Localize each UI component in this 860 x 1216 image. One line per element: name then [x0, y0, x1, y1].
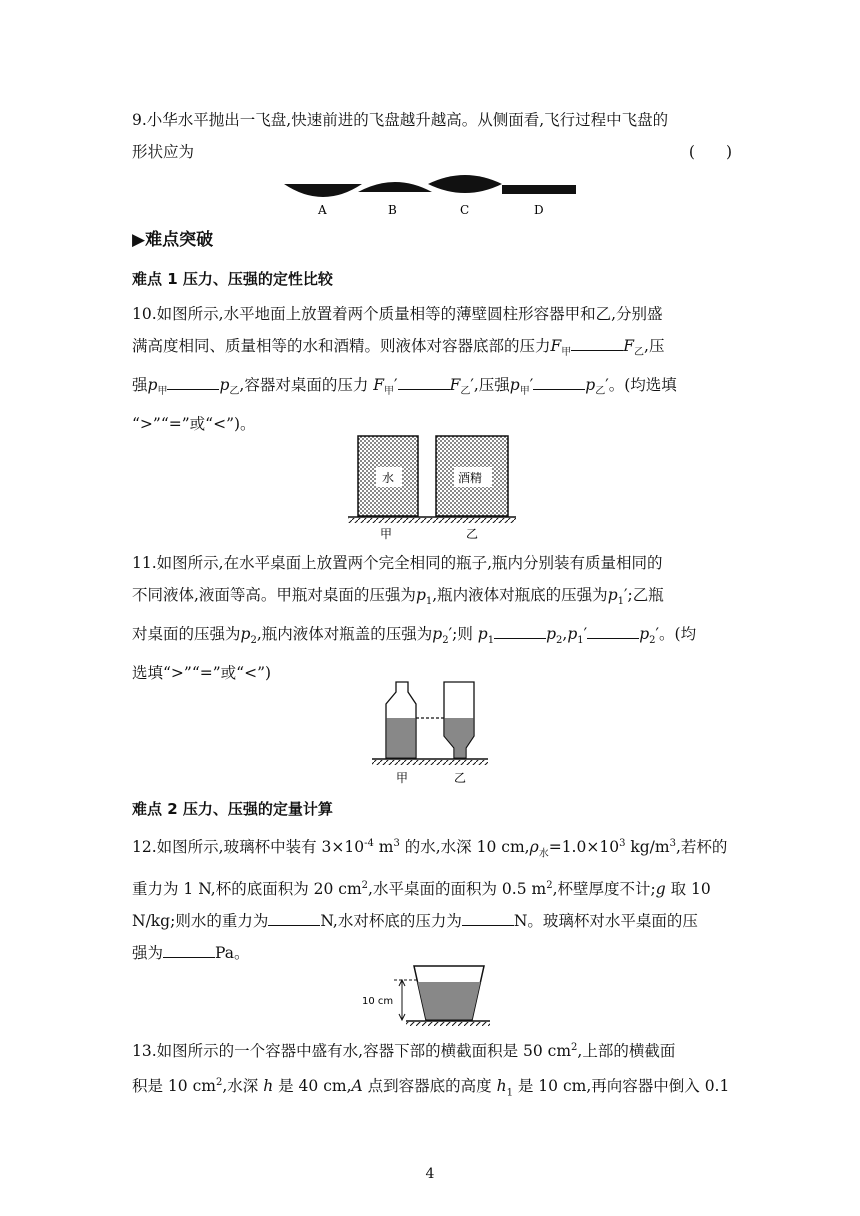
label-b: B — [388, 203, 397, 217]
label-a: A — [318, 203, 327, 217]
page-number: 4 — [425, 1166, 435, 1182]
bottles-figure — [368, 678, 492, 796]
question-13: 13.如图所示的一个容器中盛有水,容器下部的横截面积是 50 $cm^2$,上部的横截面 积是 10 $cm^2$,水深 h 是 40 cm,A 点到容器底的高度 $h_1$ 是 10 cm,再向容器中倒入 0.1 — [132, 1042, 730, 1099]
shape-d — [502, 185, 576, 194]
containers-figure — [346, 430, 518, 542]
q9-line1: 9.小华水平抛出一飞盘,快速前进的飞盘越升越高。从侧面看,飞行过程中飞盘的 — [132, 111, 669, 129]
question-9 — [132, 104, 732, 168]
liquid-yi — [445, 718, 474, 757]
label-yi: 乙 — [466, 527, 479, 541]
label-c: C — [460, 203, 470, 217]
shape-c — [428, 175, 502, 193]
label-water: 水 — [382, 471, 395, 485]
liquid-jia — [387, 718, 416, 757]
glass-cup-figure — [362, 960, 494, 1026]
topic-2-title: 难点 2 压力、压强的定量计算 — [132, 800, 333, 818]
answer-paren: ( ) — [688, 143, 732, 161]
label-d: D — [534, 203, 544, 217]
water — [418, 982, 481, 1019]
frisbee-shapes-figure — [280, 172, 580, 220]
label-jia: 甲 — [380, 527, 393, 541]
depth-label: 10 cm — [362, 996, 394, 1007]
label-alcohol: 酒精 — [458, 471, 483, 485]
topic-1-title: 难点 1 压力、压强的定性比较 — [132, 270, 333, 288]
shape-b — [358, 182, 432, 192]
question-11: 11.如图所示,在水平桌面上放置两个完全相同的瓶子,瓶内分别装有质量相同的 不同液体,液面等高。甲瓶对桌面的压强为$p_1$,瓶内液体对瓶底的压强为$p_1'$;乙瓶 对桌面的压强为$p_2$,瓶内液体对瓶盖的压强为$p_2'$;则 $p_1$ $p_2,p_1'$ $p_2'$。(均 选填“>”“=”或“<”) — [132, 554, 697, 683]
section-title: ▶难点突破 — [132, 230, 214, 250]
q9-line2: 形状应为 — [132, 143, 195, 161]
shape-a — [284, 184, 362, 197]
label-jia: 甲 — [396, 771, 409, 785]
question-10: 10.如图所示,水平地面上放置着两个质量相等的薄壁圆柱形容器甲和乙,分别盛 满高度相同、质量相等的水和酒精。则液体对容器底部的压力$F_甲$ $F_乙$,压 强$p_甲$ $p_乙$,容器对桌面的压力 $F_甲'$ $F_乙'$,压强$p_甲'$ $p_乙'$。(均选填 “>”“=”或“<”)。 — [132, 305, 677, 434]
question-12: 12.如图所示,玻璃杯中装有 $3\times 10^{-4}$ $m^3$ 的水,水深 10 $cm,\rho_水=1.0\times 10^3$ $kg/m^3$,若杯的 重力为 1 N,杯的底面积为 20 $cm^2$,水平桌面的面积为 0.5 $m^2$,杯壁厚度不计;g 取 10 N/kg;则水的重力为 N,水对杯底的压力为 N。玻璃杯对水平桌面的压 强为 Pa。 — [132, 838, 728, 963]
label-yi: 乙 — [454, 771, 467, 785]
